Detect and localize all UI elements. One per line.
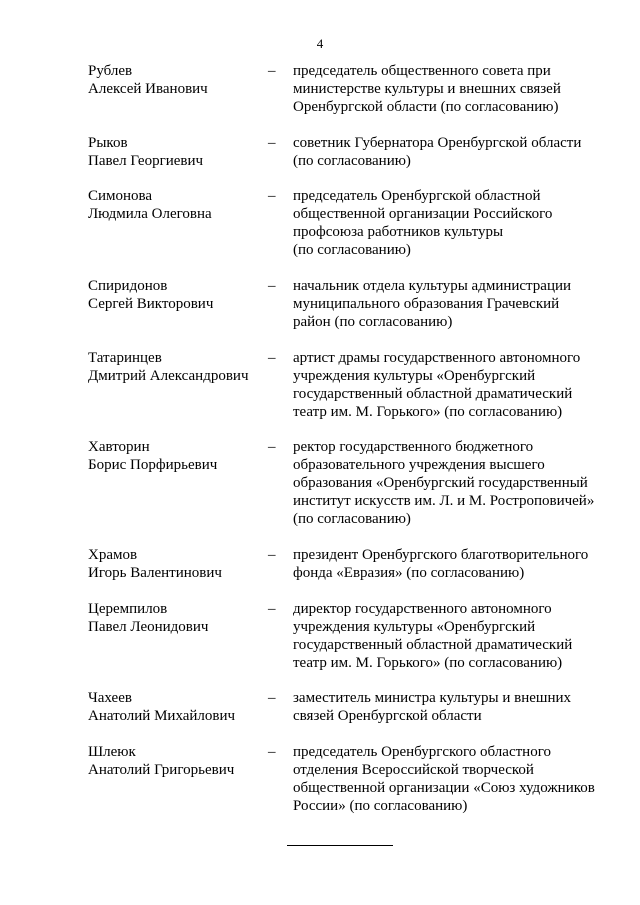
member-surname: Спиридонов bbox=[88, 278, 168, 294]
position-line: институт искусств им. Л. и М. Ростроповичей» bbox=[293, 493, 595, 509]
position-line: учреждения культуры «Оренбургский bbox=[293, 619, 536, 635]
member-name bbox=[88, 134, 268, 170]
member-given-names: Людмила Олеговна bbox=[88, 206, 212, 222]
position-line: председатель Оренбургской областной bbox=[293, 188, 541, 204]
position-line: театр им. М. Горького» (по согласованию) bbox=[293, 404, 563, 420]
position-line: район (по согласованию) bbox=[293, 314, 453, 330]
member-name bbox=[88, 277, 268, 313]
dash-separator: – bbox=[268, 63, 276, 79]
position-line: Оренбургской области (по согласованию) bbox=[293, 99, 559, 115]
member-name bbox=[88, 546, 268, 582]
position-line: фонда «Евразия» (по согласованию) bbox=[293, 565, 525, 581]
member-given-names: Сергей Викторович bbox=[88, 296, 214, 312]
member-position bbox=[293, 689, 613, 725]
member-name bbox=[88, 743, 268, 779]
position-line: муниципального образования Грачевский bbox=[293, 296, 560, 312]
dash-separator: – bbox=[268, 690, 276, 706]
position-line: учреждения культуры «Оренбургский bbox=[293, 368, 536, 384]
position-line: советник Губернатора Оренбургской области bbox=[293, 135, 582, 151]
member-position bbox=[293, 546, 613, 582]
position-line: (по согласованию) bbox=[293, 242, 411, 258]
member-given-names: Алексей Иванович bbox=[88, 81, 208, 97]
position-line: ректор государственного бюджетного bbox=[293, 439, 534, 455]
member-given-names: Борис Порфирьевич bbox=[88, 457, 218, 473]
position-line: министерстве культуры и внешних связей bbox=[293, 81, 561, 97]
position-line: директор государственного автономного bbox=[293, 601, 552, 617]
member-position bbox=[293, 600, 613, 672]
position-line: президент Оренбургского благотворительного bbox=[293, 547, 589, 563]
dash-separator: – bbox=[268, 350, 276, 366]
page-number: 4 bbox=[316, 36, 324, 51]
member-position bbox=[293, 134, 613, 170]
member-surname: Рублев bbox=[88, 63, 133, 79]
dash-separator: – bbox=[268, 188, 276, 204]
member-name bbox=[88, 62, 268, 98]
position-line: связей Оренбургской области bbox=[293, 708, 482, 724]
member-position bbox=[293, 743, 613, 815]
position-line: общественной организации Российского bbox=[293, 206, 553, 222]
position-line: образовательного учреждения высшего bbox=[293, 457, 545, 473]
member-surname: Хавторин bbox=[88, 439, 150, 455]
member-given-names: Игорь Валентинович bbox=[88, 565, 222, 581]
member-surname: Церемпилов bbox=[88, 601, 168, 617]
member-given-names: Павел Леонидович bbox=[88, 619, 209, 635]
member-surname: Шлеюк bbox=[88, 744, 136, 760]
position-line: государственный областной драматический bbox=[293, 386, 573, 402]
member-surname: Рыков bbox=[88, 135, 128, 151]
member-given-names: Анатолий Григорьевич bbox=[88, 762, 235, 778]
end-of-list-rule bbox=[287, 845, 393, 846]
position-line: председатель Оренбургского областного bbox=[293, 744, 551, 760]
member-given-names: Дмитрий Александрович bbox=[88, 368, 249, 384]
member-position bbox=[293, 62, 613, 116]
position-line: председатель общественного совета при bbox=[293, 63, 551, 79]
member-position bbox=[293, 187, 613, 259]
position-line: общественной организации «Союз художников bbox=[293, 780, 595, 796]
member-name bbox=[88, 600, 268, 636]
member-surname: Татаринцев bbox=[88, 350, 162, 366]
member-surname: Чахеев bbox=[88, 690, 132, 706]
member-position bbox=[293, 438, 613, 528]
position-line: артист драмы государственного автономного bbox=[293, 350, 581, 366]
member-position bbox=[293, 349, 613, 421]
position-line: начальник отдела культуры администрации bbox=[293, 278, 572, 294]
member-given-names: Павел Георгиевич bbox=[88, 153, 204, 169]
member-surname: Храмов bbox=[88, 547, 138, 563]
dash-separator: – bbox=[268, 744, 276, 760]
member-name bbox=[88, 187, 268, 223]
dash-separator: – bbox=[268, 135, 276, 151]
member-name bbox=[88, 349, 268, 385]
position-line: заместитель министра культуры и внешних bbox=[293, 690, 572, 706]
dash-separator: – bbox=[268, 601, 276, 617]
position-line: (по согласованию) bbox=[293, 511, 411, 527]
position-line: профсоюза работников культуры bbox=[293, 224, 504, 240]
member-given-names: Анатолий Михайлович bbox=[88, 708, 236, 724]
dash-separator: – bbox=[268, 278, 276, 294]
position-line: государственный областной драматический bbox=[293, 637, 573, 653]
position-line: образования «Оренбургский государственный bbox=[293, 475, 588, 491]
dash-separator: – bbox=[268, 547, 276, 563]
member-position bbox=[293, 277, 613, 331]
position-line: России» (по согласованию) bbox=[293, 798, 468, 814]
position-line: театр им. М. Горького» (по согласованию) bbox=[293, 655, 563, 671]
member-surname: Симонова bbox=[88, 188, 153, 204]
member-name bbox=[88, 689, 268, 725]
dash-separator: – bbox=[268, 439, 276, 455]
position-line: отделения Всероссийской творческой bbox=[293, 762, 534, 778]
member-name bbox=[88, 438, 268, 474]
position-line: (по согласованию) bbox=[293, 153, 411, 169]
